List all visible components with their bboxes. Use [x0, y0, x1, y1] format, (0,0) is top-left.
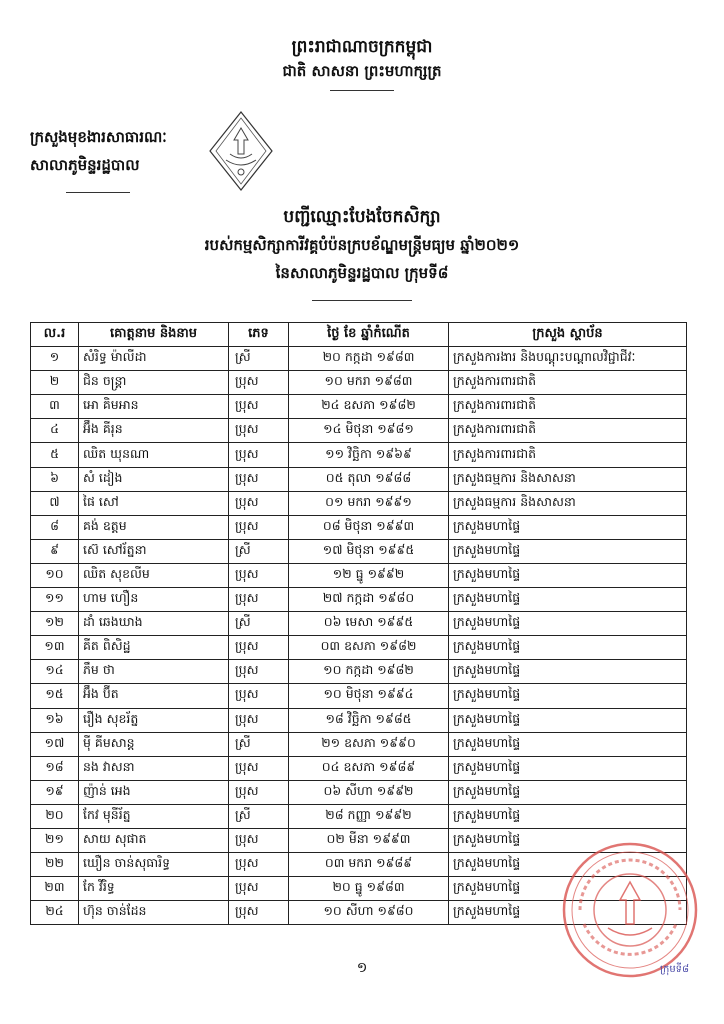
- row-gender: ប្រុស: [229, 515, 289, 539]
- row-number: ២២: [31, 853, 79, 877]
- table-row: [31, 636, 687, 660]
- table-row: [31, 395, 687, 419]
- row-name: គង់ ឧត្តម: [79, 515, 229, 539]
- student-list-table: [30, 322, 687, 925]
- row-birthdate: ០៦ សីហា ១៩៩២: [289, 780, 449, 804]
- row-ministry: ក្រសួងមហាផ្ទៃ: [449, 660, 687, 684]
- row-number: ៧: [31, 491, 79, 515]
- table-row: [31, 732, 687, 756]
- row-number: ២១: [31, 828, 79, 852]
- row-ministry: ក្រសួងការពារជាតិ: [449, 371, 687, 395]
- row-ministry: ក្រសួងមហាផ្ទៃ: [449, 756, 687, 780]
- row-number: ១: [31, 347, 79, 371]
- official-stamp: [560, 840, 700, 980]
- row-name: ផៃ សៅ: [79, 491, 229, 515]
- row-name: ជិន ចន្ត្រា: [79, 371, 229, 395]
- row-gender: ប្រុស: [229, 708, 289, 732]
- table-row: [31, 588, 687, 612]
- table-row: [31, 371, 687, 395]
- row-birthdate: ០៣ មករា ១៩៨៩: [289, 853, 449, 877]
- row-ministry: ក្រសួងមហាផ្ទៃ: [449, 539, 687, 563]
- table-row: [31, 563, 687, 587]
- row-birthdate: ២១ ឧសភា ១៩៩០: [289, 732, 449, 756]
- row-birthdate: ០៣ ឧសភា ១៩៨២: [289, 636, 449, 660]
- row-gender: ស្រី: [229, 804, 289, 828]
- row-ministry: ក្រសួងមហាផ្ទៃ: [449, 708, 687, 732]
- row-name: រឿង សុខរ័ត្ន: [79, 708, 229, 732]
- row-name: ស៊េ សៅរ័ត្ននា: [79, 539, 229, 563]
- table-row: [31, 419, 687, 443]
- row-ministry: ក្រសួងមហាផ្ទៃ: [449, 588, 687, 612]
- table-row: [31, 491, 687, 515]
- row-name: នង វាសនា: [79, 756, 229, 780]
- row-gender: ប្រុស: [229, 443, 289, 467]
- row-number: ១៨: [31, 756, 79, 780]
- row-birthdate: ០២ មីនា ១៩៩៣: [289, 828, 449, 852]
- kingdom-heading: ព្រះរាជាណាចក្រកម្ពុជា: [291, 37, 433, 57]
- row-number: ១០: [31, 563, 79, 587]
- row-name: ឈិត ឃុនណា: [79, 443, 229, 467]
- row-birthdate: ០១ មករា ១៩៩១: [289, 491, 449, 515]
- stamp-initial: ក្រុមទី៨: [660, 964, 690, 975]
- row-birthdate: ០៨ មិថុនា ១៩៩៣: [289, 515, 449, 539]
- table-row: [31, 539, 687, 563]
- row-ministry: ក្រសួងមហាផ្ទៃ: [449, 515, 687, 539]
- row-number: ២០: [31, 804, 79, 828]
- row-name: ឈិត សុខលីម: [79, 563, 229, 587]
- row-birthdate: ២០ ធ្នូ ១៩៨៣: [289, 877, 449, 901]
- row-number: ៩: [31, 539, 79, 563]
- page-number: ១: [356, 960, 368, 976]
- row-name: ដាំ ឆេងឃាង: [79, 612, 229, 636]
- row-ministry: ក្រសួងមហាផ្ទៃ: [449, 901, 687, 925]
- row-ministry: ក្រសួងមហាផ្ទៃ: [449, 612, 687, 636]
- row-number: ១៩: [31, 780, 79, 804]
- row-birthdate: ០៤ ឧសភា ១៩៨៩: [289, 756, 449, 780]
- row-name: កែ វីរិទ្ធ: [79, 877, 229, 901]
- table-row: [31, 515, 687, 539]
- row-ministry: ក្រសួងមហាផ្ទៃ: [449, 563, 687, 587]
- row-ministry: ក្រសួងមហាផ្ទៃ: [449, 636, 687, 660]
- row-number: ៤: [31, 419, 79, 443]
- row-gender: ប្រុស: [229, 636, 289, 660]
- table-row: [31, 684, 687, 708]
- row-gender: ប្រុស: [229, 756, 289, 780]
- row-gender: ប្រុស: [229, 877, 289, 901]
- row-number: ៨: [31, 515, 79, 539]
- row-name: ហ៊ុន ចាន់ដែន: [79, 901, 229, 925]
- row-number: ១២: [31, 612, 79, 636]
- table-row: [31, 780, 687, 804]
- row-gender: ប្រុស: [229, 467, 289, 491]
- row-number: ៣: [31, 395, 79, 419]
- row-number: ១៥: [31, 684, 79, 708]
- row-birthdate: ២៨ កញ្ញា ១៩៩២: [289, 804, 449, 828]
- row-gender: ប្រុស: [229, 684, 289, 708]
- row-gender: ស្រី: [229, 539, 289, 563]
- row-birthdate: ០៦ មេសា ១៩៩៥: [289, 612, 449, 636]
- row-ministry: ក្រសួងមហាផ្ទៃ: [449, 828, 687, 852]
- row-ministry: ក្រសួងមហាផ្ទៃ: [449, 732, 687, 756]
- table-header-row: [31, 323, 687, 347]
- row-birthdate: ១០ មិថុនា ១៩៩៤: [289, 684, 449, 708]
- row-ministry: ក្រសួងមហាផ្ទៃ: [449, 684, 687, 708]
- row-number: ១៦: [31, 708, 79, 732]
- ministry-name: ក្រសួងមុខងារសាធារណៈ: [30, 128, 167, 146]
- header-birthdate: ថ្ងៃ ខែ ឆ្នាំកំណើត: [289, 323, 449, 347]
- row-number: ១១: [31, 588, 79, 612]
- row-name: សំ ដៀង: [79, 467, 229, 491]
- row-number: ៥: [31, 443, 79, 467]
- row-name: សំរិទ្ធ ម៉ាលីដា: [79, 347, 229, 371]
- row-gender: ប្រុស: [229, 395, 289, 419]
- row-ministry: ក្រសួងការពារជាតិ: [449, 395, 687, 419]
- row-name: អោ គិមអាន: [79, 395, 229, 419]
- row-birthdate: ២០ កក្កដា ១៩៨៣: [289, 347, 449, 371]
- row-name: កែវ មុនីរ័ត្ន: [79, 804, 229, 828]
- row-birthdate: ១០ មករា ១៩៨៣: [289, 371, 449, 395]
- table-row: [31, 443, 687, 467]
- table-row: [31, 708, 687, 732]
- row-ministry: ក្រសួងមហាផ្ទៃ: [449, 804, 687, 828]
- row-name: ម៉ី គីមសាន្ត: [79, 732, 229, 756]
- row-number: ២៤: [31, 901, 79, 925]
- row-gender: ប្រុស: [229, 660, 289, 684]
- row-number: ១៤: [31, 660, 79, 684]
- header-divider: [330, 90, 394, 91]
- row-gender: ប្រុស: [229, 419, 289, 443]
- row-birthdate: ១៨ វិច្ឆិកា ១៩៨៥: [289, 708, 449, 732]
- row-number: ២៣: [31, 877, 79, 901]
- row-number: ២: [31, 371, 79, 395]
- row-number: ៦: [31, 467, 79, 491]
- row-birthdate: ១៧ មិថុនា ១៩៩៥: [289, 539, 449, 563]
- header-number: ល.រ: [31, 323, 79, 347]
- row-gender: ស្រី: [229, 347, 289, 371]
- table-row: [31, 347, 687, 371]
- row-name: អ៊ឹង ប៊ីត: [79, 684, 229, 708]
- row-name: ភឹម ថា: [79, 660, 229, 684]
- school-name: សាលាភូមិន្ទរដ្ឋបាល: [30, 156, 140, 174]
- row-number: ១៧: [31, 732, 79, 756]
- row-ministry: ក្រសួងមហាផ្ទៃ: [449, 780, 687, 804]
- row-birthdate: ១០ សីហា ១៩៨០: [289, 901, 449, 925]
- row-name: សាយ សុផាត: [79, 828, 229, 852]
- row-gender: ប្រុស: [229, 491, 289, 515]
- row-birthdate: ១២ ធ្នូ ១៩៩២: [289, 563, 449, 587]
- row-birthdate: ១៤ មិថុនា ១៩៨១: [289, 419, 449, 443]
- row-birthdate: ០៥ តុលា ១៩៨៨: [289, 467, 449, 491]
- row-gender: ប្រុស: [229, 588, 289, 612]
- table-row: [31, 804, 687, 828]
- document-title: បញ្ជីឈ្មោះបែងចែកសិក្សា: [283, 207, 441, 227]
- row-ministry: ក្រសួងមហាផ្ទៃ: [449, 877, 687, 901]
- row-birthdate: ១០ កក្កដា ១៩៨២: [289, 660, 449, 684]
- row-gender: ប្រុស: [229, 828, 289, 852]
- table-row: [31, 467, 687, 491]
- table-row: [31, 660, 687, 684]
- row-birthdate: ២៧ កក្កដា ១៩៨០: [289, 588, 449, 612]
- header-gender: ភេទ: [229, 323, 289, 347]
- row-birthdate: ២៤ ឧសភា ១៩៨២: [289, 395, 449, 419]
- row-gender: ប្រុស: [229, 853, 289, 877]
- header-name: គោត្តនាម និងនាម: [79, 323, 229, 347]
- row-gender: ស្រី: [229, 732, 289, 756]
- row-gender: ប្រុស: [229, 901, 289, 925]
- title-divider: [312, 300, 412, 301]
- header-ministry: ក្រសួង ស្ថាប័ន: [449, 323, 687, 347]
- row-ministry: ក្រសួងមហាផ្ទៃ: [449, 853, 687, 877]
- row-birthdate: ១១ វិច្ឆិកា ១៩៦៩: [289, 443, 449, 467]
- row-name: ឃឿន ចាន់សុធារិទ្ធ: [79, 853, 229, 877]
- row-ministry: ក្រសួងការងារ និងបណ្តុះបណ្តាលវិជ្ជាជីវៈ: [449, 347, 687, 371]
- row-ministry: ក្រសួងការពារជាតិ: [449, 443, 687, 467]
- document-subtitle: របស់កម្មសិក្សាការីវគ្គបំប៉នក្របខ័ណ្ឌមន្ត្រីមធ្យម ឆ្នាំ២០២១: [204, 236, 520, 254]
- row-gender: ប្រុស: [229, 371, 289, 395]
- row-number: ១៣: [31, 636, 79, 660]
- row-name: អ៊ឹង គីរុន: [79, 419, 229, 443]
- national-motto: ជាតិ សាសនា ព្រះមហាក្សត្រ: [282, 62, 442, 80]
- row-ministry: ក្រសួងការពារជាតិ: [449, 419, 687, 443]
- row-gender: ស្រី: [229, 612, 289, 636]
- row-name: ហាម ហឿន: [79, 588, 229, 612]
- school-emblem-logo: [208, 110, 274, 192]
- row-ministry: ក្រសួងធម្មការ និងសាសនា: [449, 467, 687, 491]
- row-gender: ប្រុស: [229, 563, 289, 587]
- row-name: គីត ពិសិដ្ឋ: [79, 636, 229, 660]
- row-ministry: ក្រសួងធម្មការ និងសាសនា: [449, 491, 687, 515]
- row-name: ញ៉ាន់ អេង: [79, 780, 229, 804]
- table-row: [31, 756, 687, 780]
- org-divider: [66, 192, 130, 193]
- table-row: [31, 612, 687, 636]
- row-gender: ប្រុស: [229, 780, 289, 804]
- document-group-line: នៃសាលាភូមិន្ទរដ្ឋបាល ក្រុមទី៨: [275, 264, 449, 282]
